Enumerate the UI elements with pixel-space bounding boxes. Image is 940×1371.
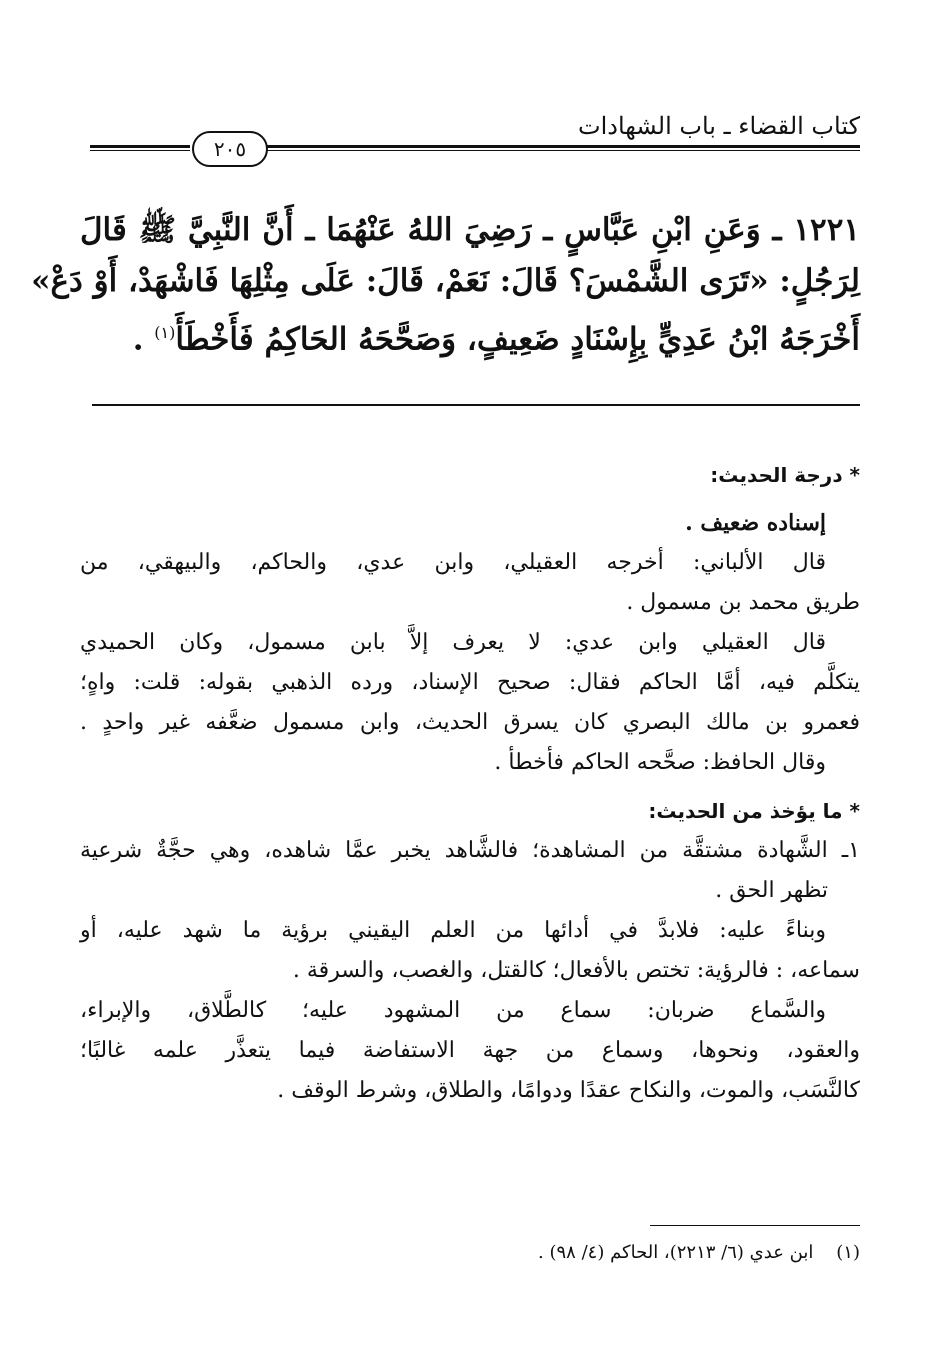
footnote-rule <box>650 1225 860 1226</box>
grade-line-4: يتكلَّم فيه، أمَّا الحاكم فقال: صحيح الإسناد، ورده الذهبي بقوله: قلت: واهٍ؛ <box>80 670 860 695</box>
hadith-line-3-text: أَخْرَجَهُ ابْنُ عَدِيٍّ بِإِسْنَادٍ ضَعِيفٍ، وَصَحَّحَهُ الحَاكِمُ فَأَخْطَأَ <box>175 321 860 358</box>
hadith-number: ١٢٢١ ـ <box>772 212 860 248</box>
section-separator <box>92 404 860 406</box>
page-number: ٢٠٥ <box>192 131 268 167</box>
grade-line-3: قال العقيلي وابن عدي: لا يعرف إلاَّ بابن مسمول، وكان الحميدي <box>80 630 826 655</box>
hadith-line-3-end: . <box>132 321 144 358</box>
running-title: كتاب القضاء ـ باب الشهادات <box>578 112 860 140</box>
lessons-line-4: سماعه، : فالرؤية: تختص بالأفعال؛ كالقتل، والغصب، والسرقة . <box>292 958 860 983</box>
grade-line-2: طريق محمد بن مسمول . <box>626 590 860 615</box>
grade-line-5: فعمرو بن مالك البصري كان يسرق الحديث، وابن مسمول ضعَّفه غير واحدٍ . <box>80 710 860 735</box>
grade-line-6: وقال الحافظ: صحَّحه الحاكم فأخطأ . <box>494 750 826 775</box>
footnote-marker: (١) <box>154 323 176 342</box>
commentary <box>80 455 860 1111</box>
footnote-1 <box>80 1238 860 1268</box>
header-rule-right <box>260 145 860 151</box>
lessons-line-7: كالنَّسَب، والموت، والنكاح عقدًا ودوامًا، والطلاق، وشرط الوقف . <box>277 1078 860 1103</box>
hadith-line-3 <box>80 307 860 365</box>
lessons-line-2: تظهر الحق . <box>715 878 828 903</box>
header-rule-left <box>90 145 190 151</box>
hadith-line-1 <box>80 205 860 256</box>
lessons-line-3: وبناءً عليه: فلابدَّ في أدائها من العلم اليقيني برؤية ما شهد عليه، أو <box>80 918 826 943</box>
lessons-line-6: والعقود، ونحوها، وسماع من جهة الاستفاضة فيما يتعذَّر علمه غالبًا؛ <box>80 1038 860 1063</box>
lessons-line-1: ١ـ الشَّهادة مشتقَّة من المشاهدة؛ فالشَّاهد يخبر عمَّا شاهده، وهي حجَّةٌ شرعية <box>80 838 860 863</box>
hadith-line-2: لِرَجُلٍ: «تَرَى الشَّمْسَ؟ قَالَ: نَعَمْ، قَالَ: عَلَى مِثْلِهَا فَاشْهَدْ، أَوْ دَعْ» <box>31 263 860 299</box>
footnote-1-text: ابن عدي (٦/ ٢٢١٣)، الحاكم (٤/ ٩٨) . <box>538 1242 814 1263</box>
lessons-heading: * ما يؤخذ من الحديث: <box>648 799 860 823</box>
grade-verdict: إسناده ضعيف . <box>685 510 826 536</box>
grade-line-1: قال الألباني: أخرجه العقيلي، وابن عدي، والحاكم، والبيهقي، من <box>80 550 826 575</box>
hadith-line-1-text: وَعَنِ ابْنِ عَبَّاسٍ ـ رَضِيَ اللهُ عَنْهُمَا ـ أَنَّ النَّبِيَّ ﷺ قَالَ <box>80 212 761 248</box>
grade-heading: * درجة الحديث: <box>710 463 860 487</box>
footnote-1-marker: (١) <box>836 1242 860 1263</box>
lessons-line-5: والسَّماع ضربان: سماع من المشهود عليه؛ كالطَّلاق، والإبراء، <box>80 998 826 1023</box>
hadith-block <box>31 205 860 365</box>
